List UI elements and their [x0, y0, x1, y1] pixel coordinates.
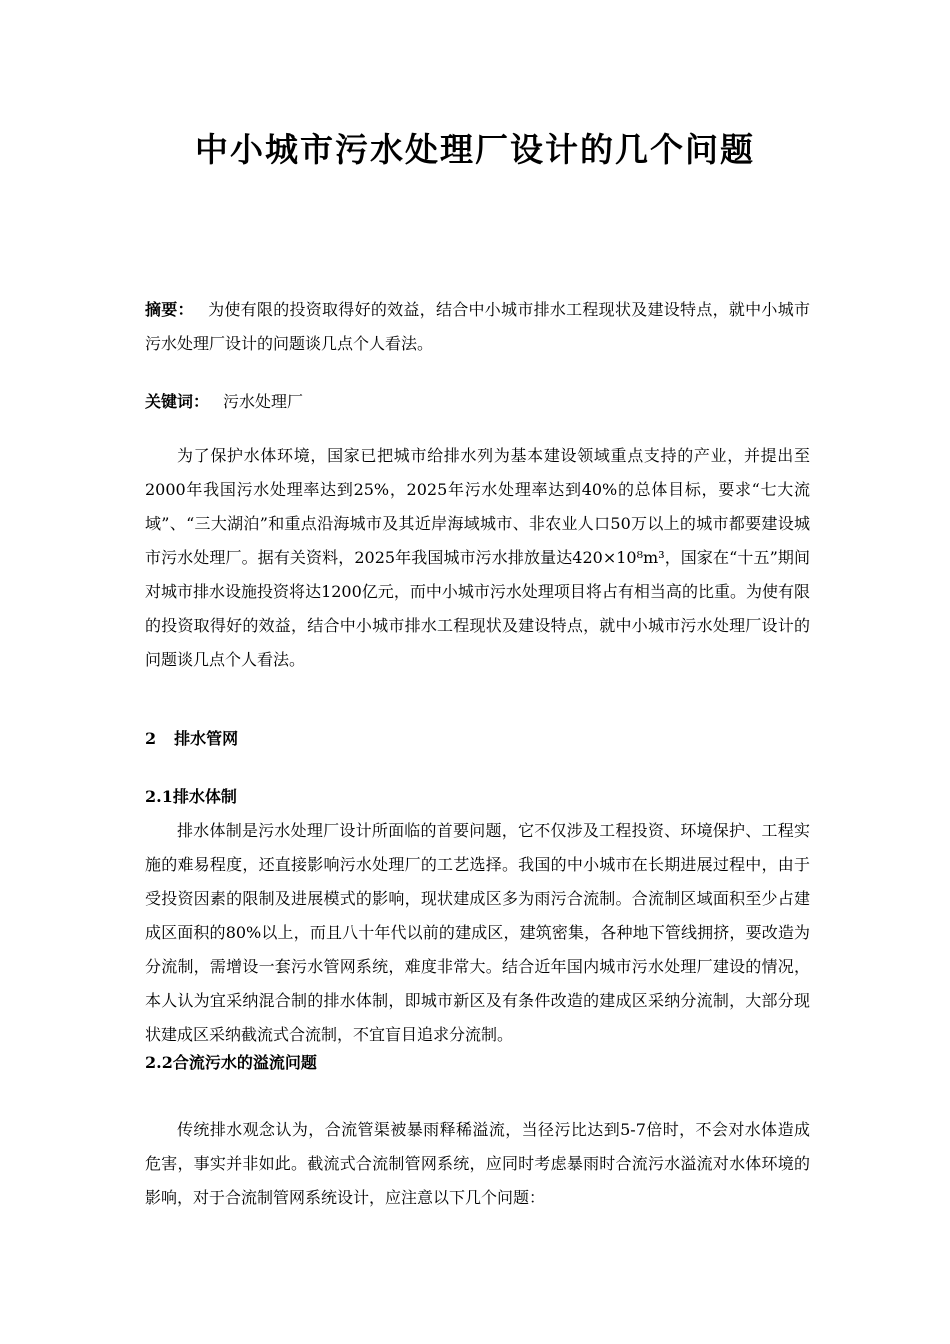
abstract-text: 为使有限的投资取得好的效益，结合中小城市排水工程现状及建设特点，就中小城市污水处理厂设计的问题谈几点个人看法。 — [145, 300, 810, 353]
section-2-heading — [145, 722, 810, 756]
abstract-label: 摘要： — [145, 300, 194, 319]
section-2-1-paragraph: 排水体制是污水处理厂设计所面临的首要问题，它不仅涉及工程投资、环境保护、工程实施的难易程度，还直接影响污水处理厂的工艺选择。我国的中小城市在长期进展过程中，由于受投资因素的限制及进展模式的影响，现状建成区多为雨污合流制。合流制区域面积至少占建成区面积的80%以上，而且八十年代以前的建成区，建筑密集，各种地下管线拥挤，要改造为分流制，需增设一套污水管网系统，难度非常大。结合近年国内城市污水处理厂建设的情况，本人认为宜采纳混合制的排水体制，即城市新区及有条件改造的建成区采纳分流制，大部分现状建成区采纳截流式合流制，不宜盲目追求分流制。 — [145, 821, 810, 1044]
section-2-title: 排水管网 — [174, 729, 239, 748]
abstract-paragraph — [145, 293, 810, 361]
section-2-1-heading: 2.1排水体制 — [145, 787, 237, 806]
section-2-number: 2 — [145, 729, 157, 748]
section-2-2-heading: 2.2合流污水的溢流问题 — [145, 1053, 317, 1072]
keywords-paragraph — [145, 385, 810, 419]
section-2-2-paragraph: 传统排水观念认为，合流管渠被暴雨释稀溢流，当径污比达到5-7倍时，不会对水体造成危害，事实并非如此。截流式合流制管网系统，应同时考虑暴雨时合流污水溢流对水体环境的影响，对于合流制管网系统设计，应注意以下几个问题： — [145, 1120, 810, 1207]
intro-paragraph: 为了保护水体环境，国家已把城市给排水列为基本建设领域重点支持的产业，并提出至2000年我国污水处理率达到25%，2025年污水处理率达到40%的总体目标，要求“七大流域”、“三大湖泊”和重点沿海城市及其近岸海域城市、非农业人口50万以上的城市都要建设城市污水处理厂。据有关资料，2025年我国城市污水排放量达420×10⁸m³，国家在“十五”期间对城市排水设施投资将达1200亿元，而中小城市污水处理项目将占有相当高的比重。为使有限的投资取得好的效益，结合中小城市排水工程现状及建设特点，就中小城市污水处理厂设计的问题谈几点个人看法。 — [145, 446, 810, 669]
keywords-label: 关键词： — [145, 392, 210, 411]
document-title: 中小城市污水处理厂设计的几个问题 — [195, 130, 755, 169]
keywords-text: 污水处理厂 — [223, 392, 304, 411]
